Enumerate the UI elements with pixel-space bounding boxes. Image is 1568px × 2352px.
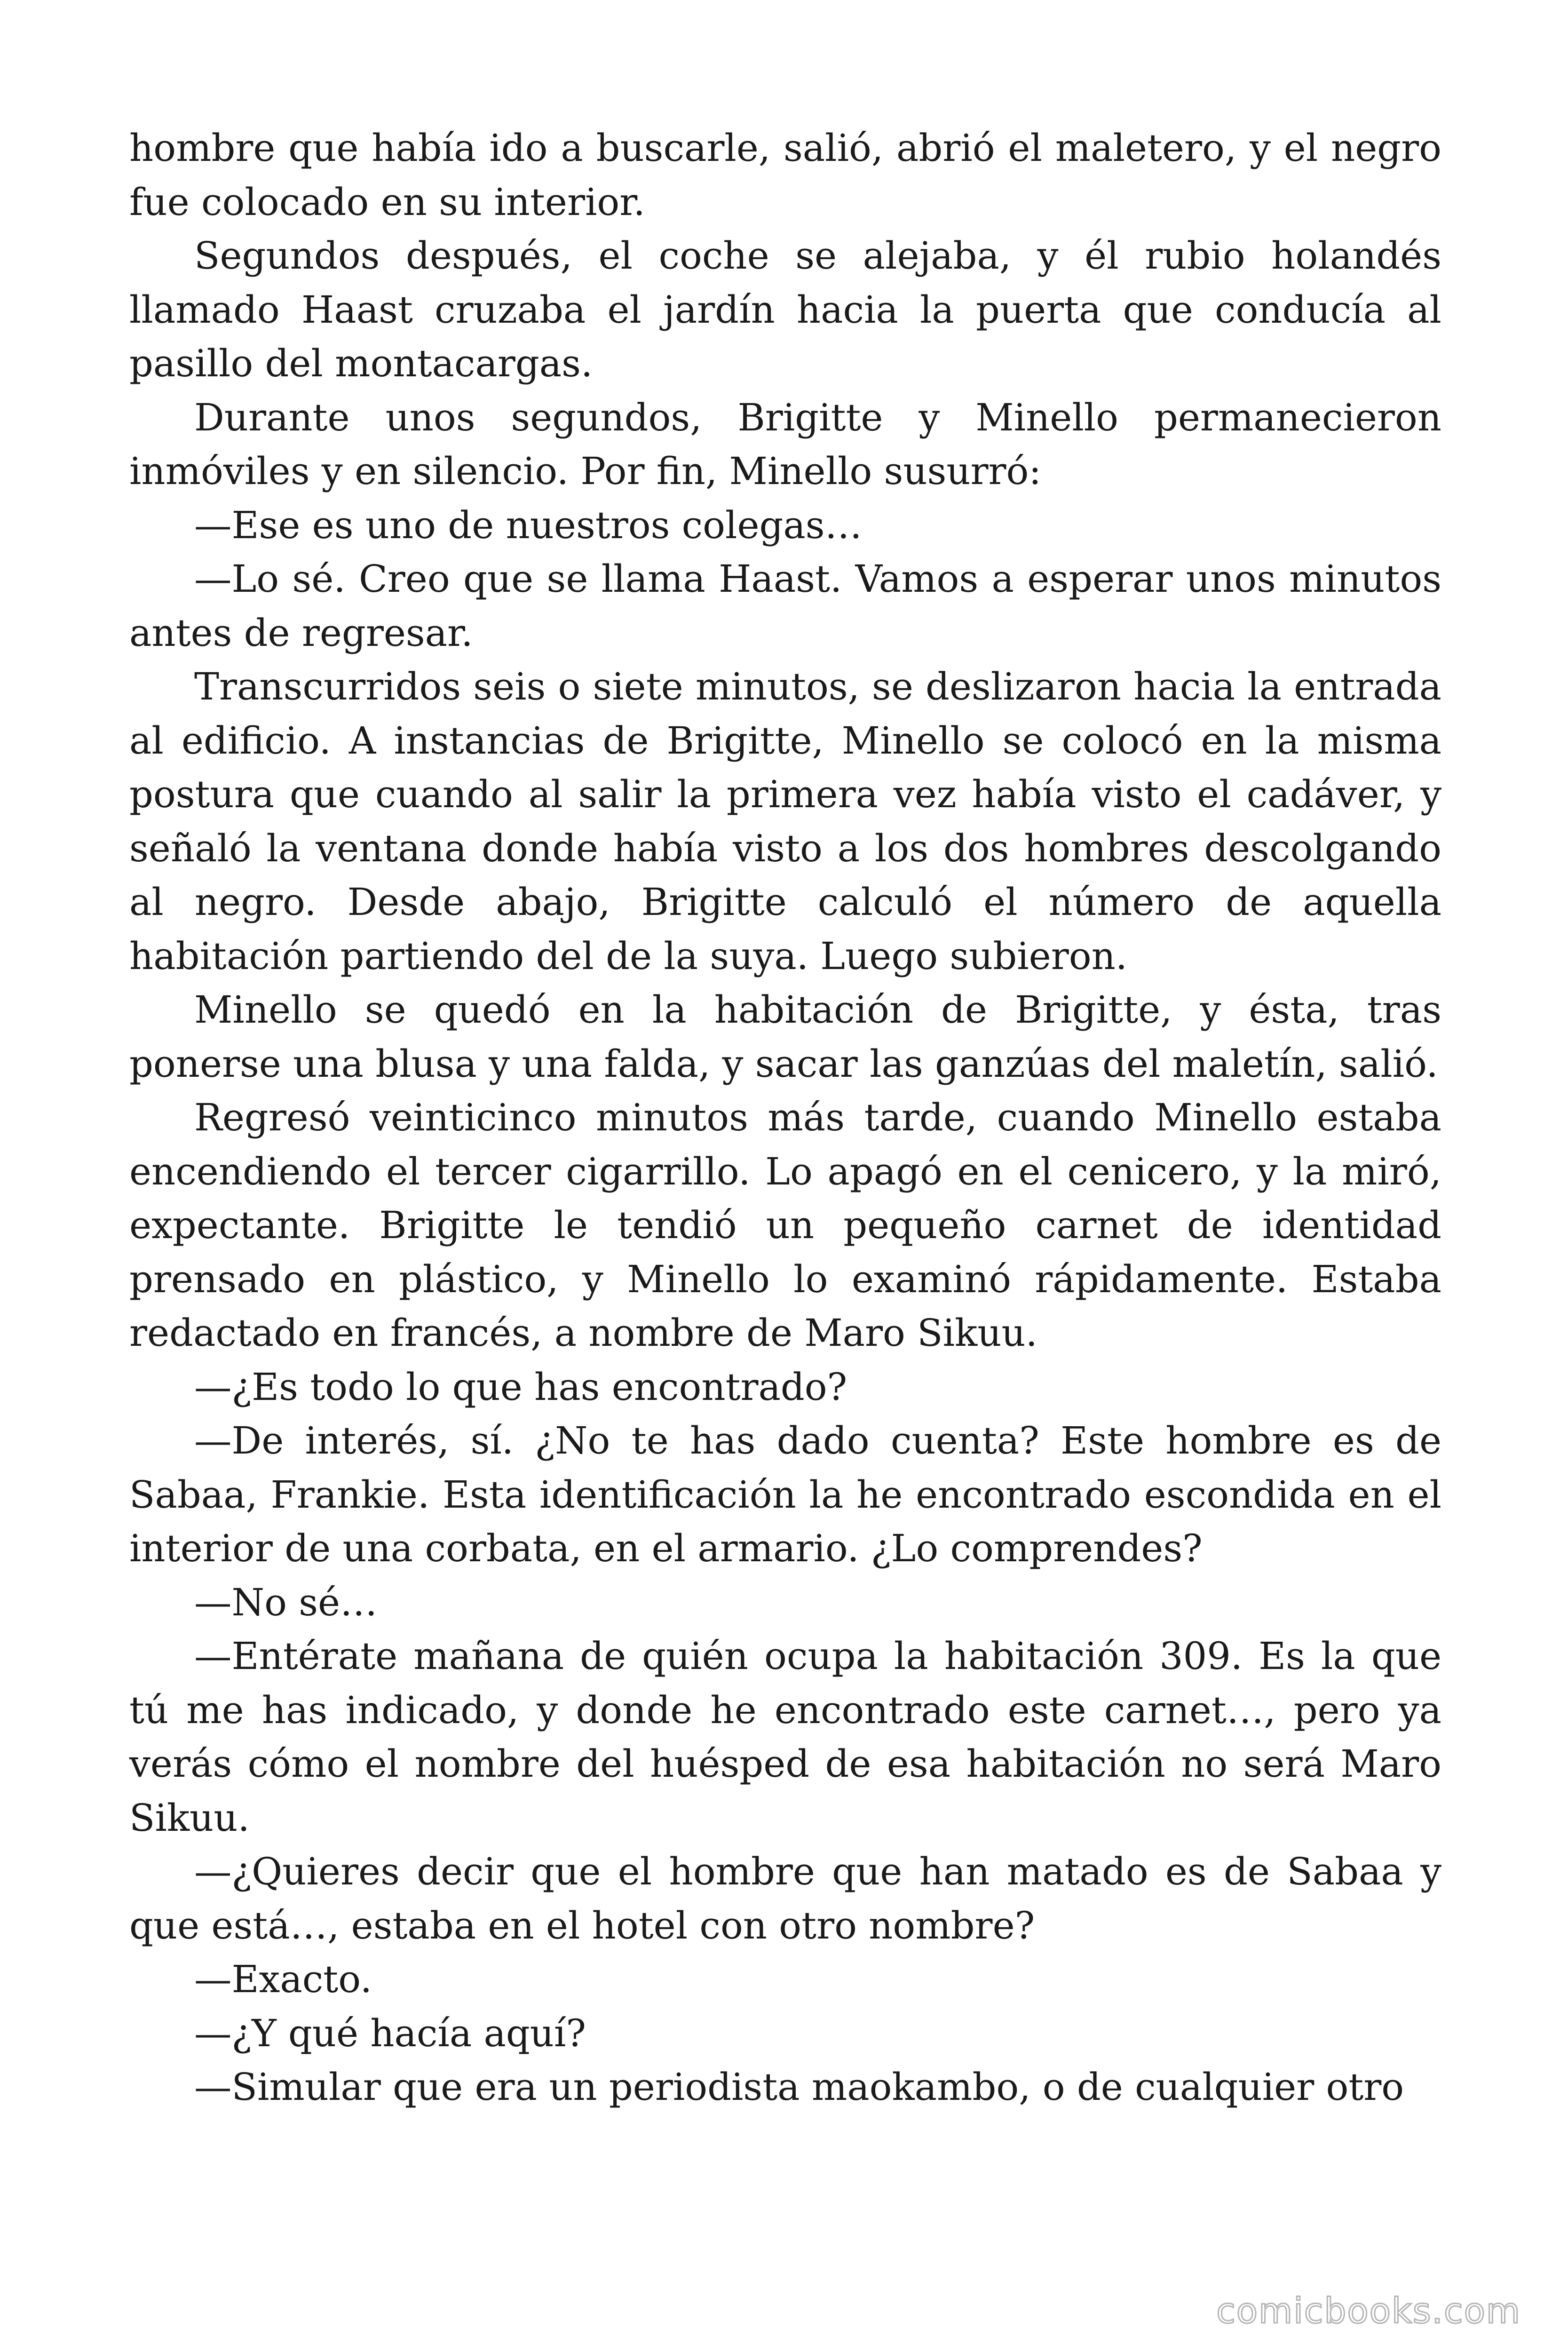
paragraph: Durante unos segundos, Brigitte y Minello permanecieron inmóviles y en silencio. Por fin, Minello susurró:	[129, 395, 1441, 493]
page-body	[129, 121, 1441, 2201]
paragraph: Transcurridos seis o siete minutos, se deslizaron hacia la entrada al edificio. A instancias de Brigitte, Minello se colocó en la misma postura que cuando al salir la primera vez había visto el cadáver, y señaló la ventana donde había visto a los dos hombres descolgando al negro. Desde abajo, Brigitte calculó el número de aquella habitación partiendo del de la suya. Luego subieron.	[129, 665, 1441, 978]
dialogue-line: —¿Es todo lo que has encontrado?	[194, 1365, 847, 1409]
dialogue-line: —Entérate mañana de quién ocupa la habitación 309. Es la que tú me has indicado, y donde he encontrado este carnet…, pero ya verás cómo el nombre del huésped de esa habitación no será Maro Sikuu.	[129, 1634, 1441, 1840]
paragraph: Segundos después, el coche se alejaba, y él rubio holandés llamado Haast cruzaba el jardín hacia la puerta que conducía al pasillo del montacargas.	[129, 234, 1441, 385]
dialogue-line: —Exacto.	[194, 1957, 372, 2001]
paragraph: hombre que había ido a buscarle, salió, abrió el maletero, y el negro fue colocado en su interior.	[129, 126, 1441, 224]
paragraph: Regresó veinticinco minutos más tarde, cuando Minello estaba encendiendo el tercer cigarrillo. Lo apagó en el cenicero, y la miró, expectante. Brigitte le tendió un pequeño carnet de identidad prensado en plástico, y Minello lo examinó rápidamente. Estaba redactado en francés, a nombre de Maro Sikuu.	[129, 1096, 1441, 1355]
dialogue-line: —No sé…	[194, 1580, 378, 1624]
dialogue-line: —¿Y qué hacía aquí?	[194, 2011, 586, 2055]
paragraph: Minello se quedó en la habitación de Brigitte, y ésta, tras ponerse una blusa y una falda, y sacar las ganzúas del maletín, salió.	[129, 988, 1441, 1086]
dialogue-line: —Simular que era un periodista maokambo, o de cualquier otro	[194, 2065, 1404, 2109]
dialogue-line: —De interés, sí. ¿No te has dado cuenta? Este hombre es de Sabaa, Frankie. Esta identificación la he encontrado escondida en el interior de una corbata, en el armario. ¿Lo comprendes?	[129, 1419, 1441, 1570]
watermark: comicbooks.com	[1216, 2291, 1521, 2331]
dialogue-line: —Ese es uno de nuestros colegas…	[194, 503, 863, 547]
dialogue-line: —¿Quieres decir que el hombre que han matado es de Sabaa y que está…, estaba en el hotel con otro nombre?	[129, 1850, 1441, 1947]
dialogue-line: —Lo sé. Creo que se llama Haast. Vamos a esperar unos minutos antes de regresar.	[129, 557, 1441, 655]
